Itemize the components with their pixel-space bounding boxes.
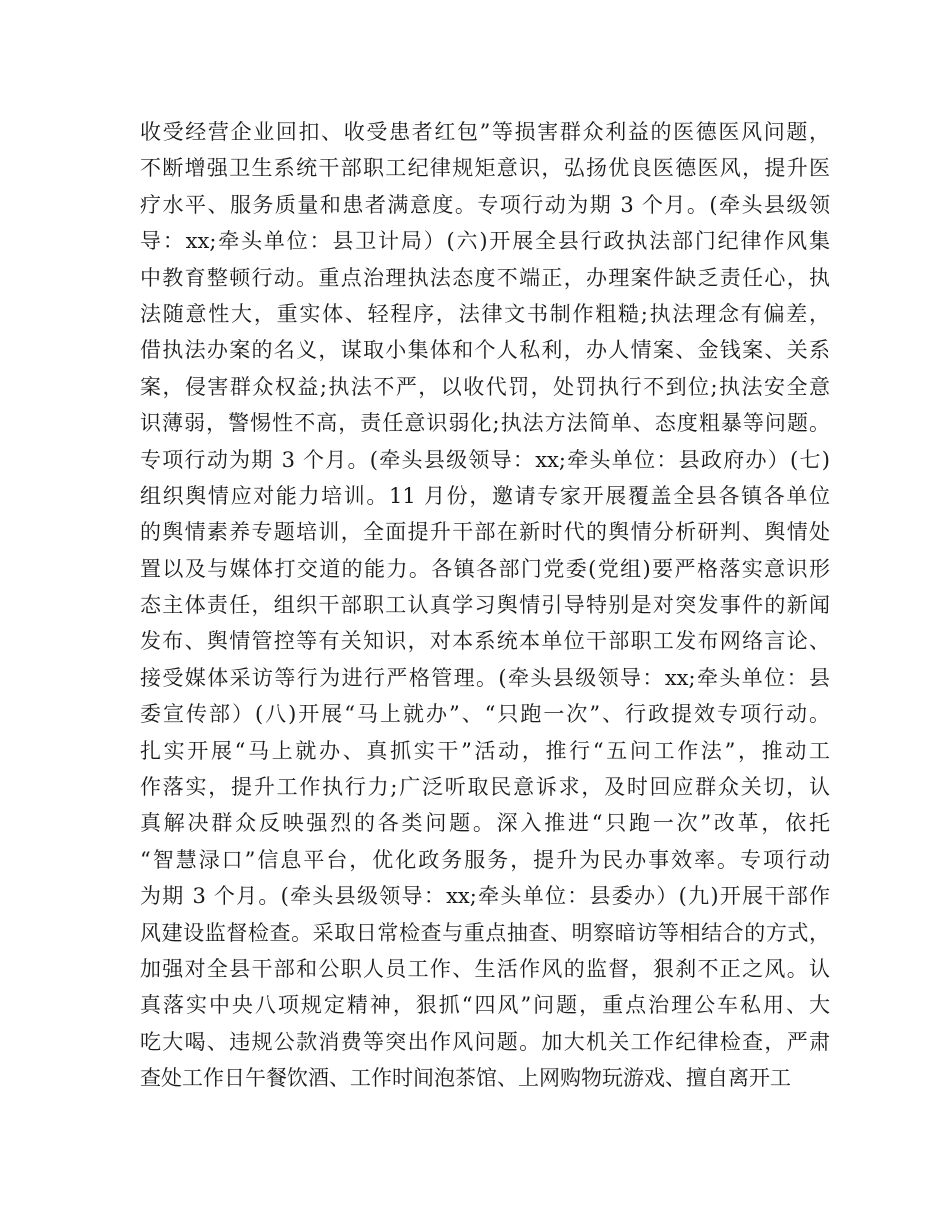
text-line: 导：xx;牵头单位：县卫计局）(六)开展全县行政执法部门纪律作风集 bbox=[140, 229, 830, 254]
text-line: 疗水平、服务质量和患者满意度。专项行动为期 3 个月。(牵头县级领 bbox=[140, 192, 830, 217]
text-line: 接受媒体采访等行为进行严格管理。(牵头县级领导：xx;牵头单位：县 bbox=[140, 665, 830, 690]
text-line: 真解决群众反映强烈的各类问题。深入推进“只跑一次”改革，依托 bbox=[140, 811, 830, 836]
text-line: 借执法办案的名义，谋取小集体和个人私利，办人情案、金钱案、关系 bbox=[140, 338, 830, 363]
text-line: 收受经营企业回扣、收受患者红包”等损害群众利益的医德医风问题， bbox=[140, 120, 830, 144]
text-line: 的舆情素养专题培训，全面提升干部在新时代的舆情分析研判、舆情处 bbox=[140, 520, 830, 545]
text-line: “智慧渌口”信息平台，优化政务服务，提升为民办事效率。专项行动 bbox=[140, 847, 830, 872]
text-line: 吃大喝、违规公款消费等突出作风问题。加大机关工作纪律检查，严肃 bbox=[140, 1029, 830, 1054]
text-line: 风建设监督检查。采取日常检查与重点抽查、明察暗访等相结合的方式， bbox=[140, 920, 830, 945]
text-line: 加强对全县干部和公职人员工作、生活作风的监督，狠刹不正之风。认 bbox=[140, 956, 830, 981]
text-line: 查处工作日午餐饮酒、工作时间泡茶馆、上网购物玩游戏、擅自离开工 bbox=[140, 1066, 791, 1091]
text-line: 组织舆情应对能力培训。11 月份，邀请专家开展覆盖全县各镇各单位 bbox=[140, 483, 830, 508]
text-line: 不断增强卫生系统干部职工纪律规矩意识，弘扬优良医德医风，提升医 bbox=[140, 156, 830, 181]
text-line: 中教育整顿行动。重点治理执法态度不端正，办理案件缺乏责任心，执 bbox=[140, 265, 830, 290]
body-text bbox=[140, 114, 830, 1097]
text-line: 委宣传部）(八)开展“马上就办”、“只跑一次”、行政提效专项行动。 bbox=[140, 702, 830, 727]
text-line: 识薄弱，警惕性不高，责任意识弱化;执法方法简单、态度粗暴等问题。 bbox=[140, 411, 830, 436]
text-line: 专项行动为期 3 个月。(牵头县级领导：xx;牵头单位：县政府办）(七) bbox=[140, 447, 830, 472]
text-line: 置以及与媒体打交道的能力。各镇各部门党委(党组)要严格落实意识形 bbox=[140, 556, 830, 581]
text-line: 扎实开展“马上就办、真抓实干”活动，推行“五问工作法”，推动工 bbox=[140, 738, 830, 763]
text-line: 态主体责任，组织干部职工认真学习舆情引导特别是对突发事件的新闻 bbox=[140, 593, 830, 618]
text-line: 法随意性大，重实体、轻程序，法律文书制作粗糙;执法理念有偏差， bbox=[140, 301, 830, 326]
text-line: 作落实，提升工作执行力;广泛听取民意诉求，及时回应群众关切，认 bbox=[140, 775, 830, 800]
text-line: 为期 3 个月。(牵头县级领导：xx;牵头单位：县委办）(九)开展干部作 bbox=[140, 884, 830, 909]
text-line: 真落实中央八项规定精神，狠抓“四风”问题，重点治理公车私用、大 bbox=[140, 993, 830, 1018]
text-line: 案，侵害群众权益;执法不严，以收代罚，处罚执行不到位;执法安全意 bbox=[140, 374, 830, 399]
text-line: 发布、舆情管控等有关知识，对本系统本单位干部职工发布网络言论、 bbox=[140, 629, 830, 654]
